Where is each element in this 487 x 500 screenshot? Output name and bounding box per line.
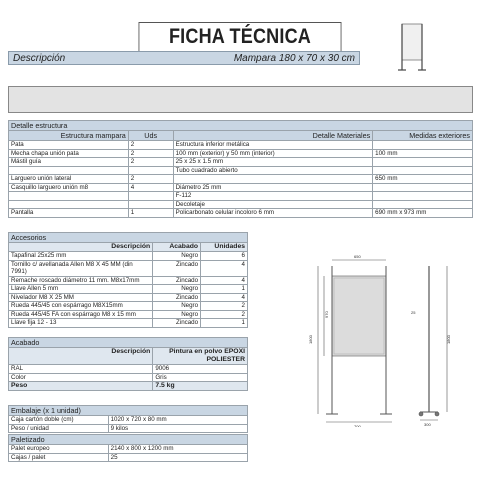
cell: Zincado [153, 260, 201, 276]
cell: Decoletaje [173, 200, 373, 209]
cell: 25 x 25 x 1.5 mm [173, 158, 373, 167]
cell: Zincado [153, 293, 201, 302]
accessories-title: Accesorios [9, 233, 248, 243]
finish-col-desc: Descripción [9, 348, 153, 365]
cell: Cajas / palet [9, 453, 109, 462]
cell [373, 183, 473, 192]
cell [128, 166, 173, 175]
cell: Estructura inferior metálica [173, 141, 373, 150]
technical-drawing [292, 252, 482, 427]
cell [9, 192, 129, 201]
structure-title: Detalle estructura [9, 121, 473, 131]
table-row [9, 319, 248, 328]
table-row [9, 424, 248, 433]
table-row [9, 416, 248, 425]
table-row [9, 260, 248, 276]
cell [373, 158, 473, 167]
cell: 2 [201, 302, 248, 311]
dim-panel: 970 [324, 311, 329, 318]
cell: Zincado [153, 319, 201, 328]
table-row [9, 192, 473, 201]
table-row [9, 158, 473, 167]
palletizing-title: Paletizado [9, 435, 248, 445]
page-title: FICHA TÉCNICA [139, 22, 342, 52]
finish-table [8, 337, 248, 391]
cell [173, 175, 373, 184]
cell: F-112 [173, 192, 373, 201]
cell: Llave Allen 5 mm [9, 285, 153, 294]
cell [128, 192, 173, 201]
cell: Negro [153, 302, 201, 311]
packaging-table [8, 405, 248, 433]
table-row [9, 382, 248, 391]
cell: Tapafinal 25x25 mm [9, 252, 153, 261]
cell: Zincado [153, 276, 201, 285]
table-row [9, 209, 473, 218]
cell [373, 166, 473, 175]
dim-total-left: 1800 [308, 335, 313, 344]
table-row [9, 453, 248, 462]
cell: 100 mm (exterior) y 50 mm (interior) [173, 149, 373, 158]
cell: Tornillo c/ avellanada Allen M8 X 45 MM (din 7991) [9, 260, 153, 276]
cell: 690 mm x 973 mm [373, 209, 473, 218]
cell [373, 200, 473, 209]
table-row [9, 183, 473, 192]
cell [373, 192, 473, 201]
table-row [9, 200, 473, 209]
packaging-title: Embalaje (x 1 unidad) [9, 406, 248, 416]
cell: 25 [108, 453, 247, 462]
dim-base: 300 [424, 422, 431, 427]
cell: 4 [201, 276, 248, 285]
cell: RAL [9, 365, 153, 374]
table-row [9, 252, 248, 261]
notes-box [8, 86, 473, 113]
cell: 1 [128, 209, 173, 218]
cell: Caja cartón doble (cm) [9, 416, 109, 425]
cell: Mecha chapa unión pata [9, 149, 129, 158]
cell: Diámetro 25 mm [173, 183, 373, 192]
cell: Policarbonato celular incoloro 6 mm [173, 209, 373, 218]
cell: Nivelador M8 X 25 MM [9, 293, 153, 302]
cell: Color [9, 373, 153, 382]
cell: 2 [128, 149, 173, 158]
structure-col-uds: Uds [128, 131, 173, 141]
structure-table [8, 120, 473, 218]
accessories-col-desc: Descripción [9, 243, 153, 252]
cell: 4 [128, 183, 173, 192]
structure-col-measure: Medidas exteriores [373, 131, 473, 141]
cell: 2 [201, 310, 248, 319]
cell [9, 200, 129, 209]
finish-title: Acabado [9, 338, 248, 348]
table-row [9, 141, 473, 150]
cell: 100 mm [373, 149, 473, 158]
cell: Negro [153, 310, 201, 319]
table-row [9, 365, 248, 374]
table-row [9, 293, 248, 302]
cell: 4 [201, 293, 248, 302]
description-label: Descripción [13, 53, 66, 64]
dim-side: 25 [411, 310, 416, 315]
accessories-col-units: Unidades [201, 243, 248, 252]
cell: 1 [201, 285, 248, 294]
cell: Peso / unidad [9, 424, 109, 433]
cell: 9006 [153, 365, 248, 374]
table-row [9, 166, 473, 175]
cell: Llave fija 12 - 13 [9, 319, 153, 328]
cell: Tubo cuadrado abierto [173, 166, 373, 175]
cell: Negro [153, 285, 201, 294]
description-band [8, 51, 360, 65]
cell: 1 [201, 319, 248, 328]
product-thumbnail [389, 20, 434, 75]
table-row [9, 149, 473, 158]
cell: Negro [153, 252, 201, 261]
accessories-table [8, 232, 248, 328]
cell: Rueda 445/45 FA con espárrago M8 x 15 mm [9, 310, 153, 319]
table-row [9, 302, 248, 311]
cell: Casquillo larguero unión m8 [9, 183, 129, 192]
table-row [9, 175, 473, 184]
cell: Peso [9, 382, 153, 391]
description-value: Mampara 180 x 70 x 30 cm [233, 53, 355, 64]
table-row [9, 285, 248, 294]
cell: 4 [201, 260, 248, 276]
cell: Mástil guía [9, 158, 129, 167]
cell: Pata [9, 141, 129, 150]
cell: 9 kilos [108, 424, 247, 433]
table-row [9, 310, 248, 319]
cell [128, 200, 173, 209]
cell: 2 [128, 175, 173, 184]
cell: 650 mm [373, 175, 473, 184]
cell: 6 [201, 252, 248, 261]
table-row [9, 276, 248, 285]
cell: Rueda 445/45 con espárrago M8X15mm [9, 302, 153, 311]
structure-col-detail: Detalle Materiales [173, 131, 373, 141]
cell [9, 166, 129, 175]
dim-total-right: 1800 [446, 335, 451, 344]
table-row [9, 373, 248, 382]
palletizing-table [8, 434, 248, 462]
finish-col-paint: Pintura en polvo EPOXI POLIESTER [153, 348, 248, 365]
cell: 1020 x 720 x 80 mm [108, 416, 247, 425]
table-row [9, 445, 248, 454]
accessories-col-finish: Acabado [153, 243, 201, 252]
cell: Gris [153, 373, 248, 382]
cell: Palet europeo [9, 445, 109, 454]
cell: Pantalla [9, 209, 129, 218]
cell: 7.5 kg [153, 382, 248, 391]
cell: 2 [128, 141, 173, 150]
dim-bottom: 700 [354, 424, 361, 427]
dim-top: 650 [354, 254, 361, 259]
cell: 2140 x 800 x 1200 mm [108, 445, 247, 454]
cell: 2 [128, 158, 173, 167]
cell: Larguero unión lateral [9, 175, 129, 184]
structure-col-name: Estructura mampara [9, 131, 129, 141]
cell: Remache roscado diámetro 11 mm. M8x17mm [9, 276, 153, 285]
cell [373, 141, 473, 150]
